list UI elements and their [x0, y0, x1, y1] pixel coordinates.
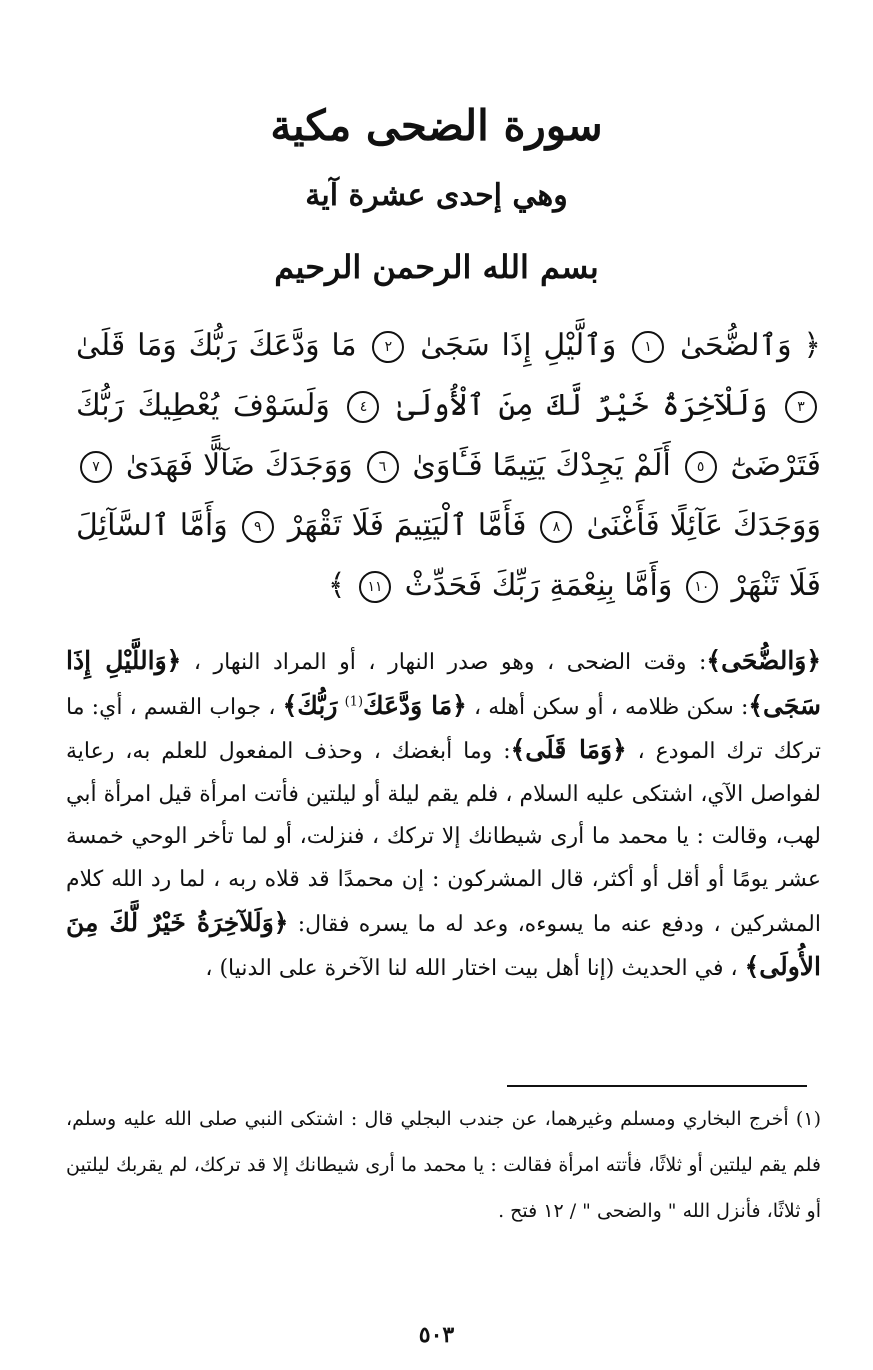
verse-text: وَوَجَدَكَ عَآئِلًا فَأَغْنَىٰ [586, 508, 821, 543]
verse-text: وَلَسَوْفَ يُعْطِيكَ رَبُّكَ فَتَرْضَىٰٓ [76, 388, 821, 483]
quoted-verse: رَبُّكَ﴾ [282, 690, 338, 720]
quoted-verse: ﴿مَا وَدَّعَكَ [363, 690, 467, 720]
quoted-verse: ﴿وَلَلآخِرَةُ خَيْرٌ لَّكَ مِنَ الأُولَى﴾ [66, 907, 821, 982]
verse-text: أَلَمْ يَجِدْكَ يَتِيمًا فَـَٔاوَىٰ [412, 448, 671, 483]
commentary-text: ، جواب القسم ، أي: ما تركك ترك المودع ، [66, 694, 821, 765]
commentary-text: : وقت الضحى ، وهو صدر النهار ، أو المراد النهار ، [193, 650, 707, 675]
verse-text: وَأَمَّا ٱلسَّآئِلَ فَلَا تَنْهَرْ [76, 508, 821, 603]
basmala: بسم الله الرحمن الرحيم [274, 248, 599, 286]
quoted-verse: ﴿وَاللَّيْلِ إِذَا سَجَى﴾ [66, 646, 821, 720]
footnote-divider [507, 1085, 807, 1087]
verse-count-subtitle: وهي إحدى عشرة آية [305, 178, 568, 213]
verse-number-marker: ٤ [347, 391, 379, 423]
footnote: (١) أخرج البخاري ومسلم وغيرهما، عن جندب البجلي قال : اشتكى النبي صلى الله عليه وسلم، فلم يقم ليلتين أو ثلاثًا، فأتته امرأة فقالت : يا محمد ما أرى شيطانك إلا قد تركك، لم يقربك ليلتين أو ثلاثًا، فأنزل الله " والضحى " / ١٢ فتح . [66, 1108, 821, 1222]
surah-title: سورة الضحى مكية [270, 101, 603, 150]
quoted-verse: ﴿وَمَا قَلَى﴾ [510, 735, 627, 765]
verse-text: وَأَمَّا بِنِعْمَةِ رَبِّكَ فَحَدِّثْ [404, 568, 673, 603]
verse-number-marker: ٧ [80, 451, 112, 483]
verse-number-marker: ٢ [372, 331, 404, 363]
quoted-verse: ﴿وَالضُّحَى﴾ [706, 646, 822, 675]
verse-text: وَٱلضُّحَىٰ [679, 328, 792, 363]
verse-text: وَٱلَّيْلِ إِذَا سَجَىٰ [420, 328, 617, 363]
verse-number-marker: ٦ [367, 451, 399, 483]
page-number: ٥٠٣ [418, 1322, 455, 1348]
verse-number-marker: ٥ [685, 451, 717, 483]
verse-number-marker: ١ [632, 331, 664, 363]
verse-number-marker: ٣ [785, 391, 817, 423]
verse-number-marker: ١١ [359, 571, 391, 603]
verse-number-marker: ٩ [242, 511, 274, 543]
verse-number-marker: ٨ [540, 511, 572, 543]
verse-text: فَأَمَّا ٱلْيَتِيمَ فَلَا تَقْهَرْ [287, 508, 527, 543]
verses-close-bracket: ﴾ [327, 568, 346, 603]
verse-text: وَوَجَدَكَ ضَآلًّا فَهَدَىٰ [125, 448, 353, 483]
footnote-reference[interactable]: (1) [344, 694, 364, 710]
verses-open-bracket: ﴿ [803, 328, 821, 363]
verse-text: وَلَلْآخِرَةُ خَيْرٌ لَّكَ مِنَ ٱلْأُولَىٰ [396, 388, 768, 423]
tafsir-commentary [66, 640, 821, 991]
quran-verses-block [76, 316, 821, 616]
verse-number-marker: ١٠ [686, 571, 718, 603]
commentary-text: : وما أبغضك ، وحذف المفعول للعلم به، رعاية لفواصل الآي، اشتكى عليه السلام ، فلم يقم ليلة أو ليلتين فأتت امرأة قيل امرأة أبي لهب، وقالت : يا محمد ما أرى شيطانك إلا تركك ، فنزلت، أو لما تأخر الوحي خمسة عشر يومًا أو أقل أو أكثر، قال المشركون : إن محمدًا قد قلاه ربه ، لما رد الله كلام المشركين ، ودفع عنه ما يسوءه، وعد له ما يسره فقال: [66, 739, 821, 937]
verse-text: مَا وَدَّعَكَ رَبُّكَ وَمَا قَلَىٰ [76, 328, 357, 363]
commentary-text: ، في الحديث (إنا أهل بيت اختار الله لنا الآخرة على الدنيا) ، [205, 956, 738, 982]
commentary-text: : سكن ظلامه ، أو سكن أهله ، [474, 694, 749, 720]
